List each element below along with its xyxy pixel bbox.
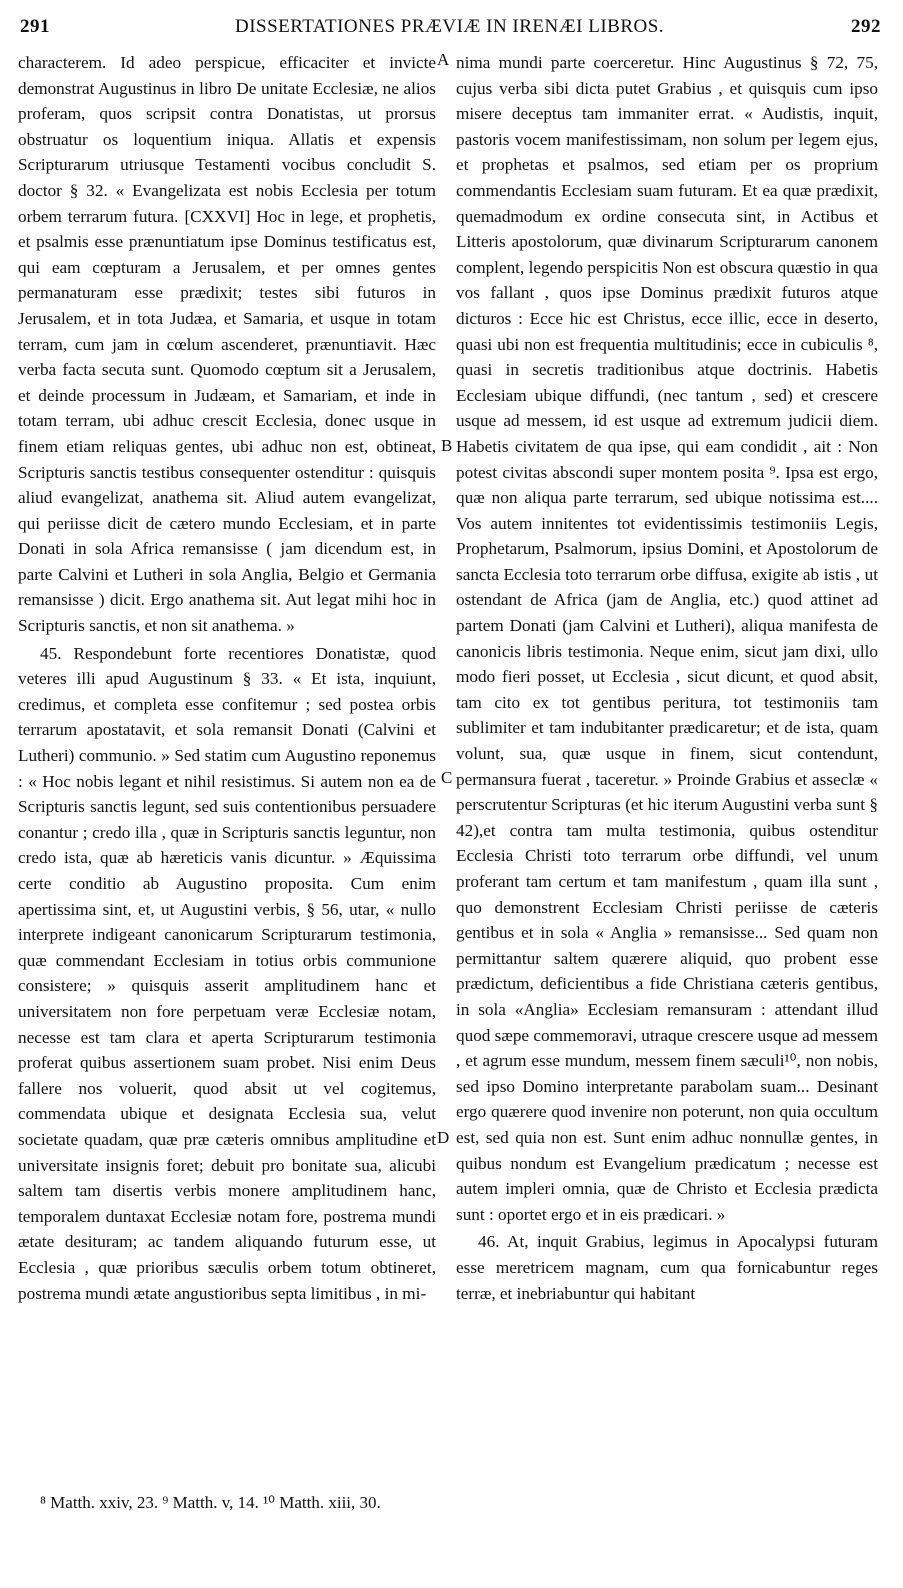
running-title: DISSERTATIONES PRÆVIÆ IN IRENÆI LIBROS.: [234, 16, 665, 37]
margin-marker-b: B: [441, 436, 453, 455]
running-header: [14, 16, 885, 46]
page-number-right: 292: [851, 16, 881, 37]
paragraph: nima mundi parte coerceretur. Hinc Augustinus § 72, 75, cujus verba sibi dicta putet Grabius , et quisquis cum ipso misere deceptus tam immaniter errat. « Audistis, inquit, pastoris vocem manifestissimam, non solum per legem ejus, et prophetas et psalmos, sed etiam per os proprium commendantis Ecclesiam suam futuram. Et ea quæ prædixit, quemadmodum ex ordine consecuta sint, in Actibus et Litteris apostolorum, quæ divinarum Scripturarum canonem complent, legendo perspicitis Non est obscura quæstio in qua vos fallant , quos ipse Dominus prædixit futuros atque dicturos : Ecce hic est Christus, ecce illic, ecce in deserto, quasi ubi non est frequentia multitudinis; ecce in cubiculis ⁸, quasi in secretis traditionibus atque doctrinis. Habetis Ecclesiam ubique diffundi, (nec tantum , sed) et crescere usque ad messem, id est usque ad extremum judicii diem. Habetis civitatem de qua ipse, qui eam condidit , ait : Non potest civitas abscondi super montem posita ⁹. Ipsa est ergo, quæ non aliqua parte terrarum, sed ubique notissima est.... Vos autem innitentes tot evidentissimis testimoniis Legis, Prophetarum, Psalmorum, ipsius Domini, et Apostolorum de sancta Ecclesia toto terrarum orbe diffusa, exigite ab istis , ut ostendant de Africa (jam de Anglia, etc.) quod attinet ad partem Donati (jam Calvini et Lutheri), aliqua manifesta de canonicis libris testimonia. Neque enim, sicut jam dixi, ullo modo fieri posset, ut Ecclesia , sicut dicunt, et quod absit, tam cito ex tot gentibus peritura, tot testimoniis tam sublimiter et tam indubitanter prædicaretur; et de ista, quam volunt, sua, quæ usque in finem, sicut contendunt, permansura fuerat , taceretur. » Proinde Grabius et asseclæ « perscrutentur Scripturas (et hic iterum Augustini verba sunt § 42),et contra tam multa testimonia, quibus ostenditur Ecclesia Christi toto terrarum orbe diffundi, vel unum proferant tam certum et tam manifestum , quam illa sunt , quo demonstrent Ecclesiam Christi periisse de cæteris gentibus et in sola « Anglia » remansisse... Sed quam non permittantur saltem quærere aliquid, quo probent esse prædictum, deficientibus a fide Christiana cæteris gentibus, in sola «Anglia» Ecclesiam remansuram : attendant illud quod sæpe commemoravi, utraque crescere usque ad messem , et agrum esse mundum, messem finem sæculi¹⁰, non nobis, sed ipso Domino interpretante parabolam suam... Desinant ergo quærere quod invenire non poterunt, non quia occultum est, sed quia non est. Sunt enim adhuc nonnullæ gentes, in quibus nondum est Evangelium prædicatum ; necesse est autem impleri omnia, quæ de Christo et Ecclesia prædicta sunt : oportet ergo et in eis prædicari. »: [456, 53, 878, 1224]
paragraph: characterem. Id adeo perspicue, efficaciter et invicte demonstrat Augustinus in libro De unitate Ecclesiæ, ne alios proferam, quos scripsit contra Donatistas, ut prorsus obstruatur os loquentium iniqua. Allatis et expensis Scripturarum utriusque Testamenti vocibus concludit S. doctor § 32. « Evangelizata est nobis Ecclesia per totum orbem terrarum futura. [CXXVI] Hoc in lege, et prophetis, et psalmis esse prænuntiatum ipse Dominus testificatus est, qui eam cœpturam a Jerusalem, et per omnes gentes permanaturam esse prædixit; testes sibi futuros in Jerusalem, et in tota Judæa, et Samaria, et usque in totam terram, cum jam in cœlum ascenderet, prænuntiavit. Hæc verba facta secuta sunt. Quomodo cœptum sit a Jerusalem, et deinde processum in Judæam, et Samariam, et inde in totam terram, ubi adhuc crescit Ecclesia, donec usque in finem etiam reliquas gentes, ubi adhuc non est, obtineat, Scripturis sanctis testibus consequenter ostenditur : quisquis aliud evangelizat, anathema sit. Aliud autem evangelizat, qui periisse dicit de cætero mundo Ecclesiam, et in parte Donati in sola Africa remansisse ( jam dicendum est, in parte Calvini et Lutheri in sola Anglia, Belgio et Germania remansisse ) dicit. Ergo anathema sit. Aut legat mihi hoc in Scripturis sanctis, et non sit anathema. »: [18, 53, 436, 636]
margin-marker-c: C: [441, 768, 453, 787]
paragraph: 46. At, inquit Grabius, legimus in Apocalypsi futuram esse meretricem magnam, cum qua fornicabuntur reges terræ, et inebriabuntur qui habitant: [456, 1232, 878, 1303]
margin-marker-d: D: [437, 1128, 450, 1147]
margin-marker-a: A: [437, 50, 450, 69]
paragraph: 45. Respondebunt forte recentiores Donatistæ, quod veteres illi apud Augustinum § 33. « Et ista, inquiunt, credimus, et completa esse confitemur ; sed postea orbis terrarum apostatavit, et sola remansit Donati (Calvini et Lutheri) communio. » Sed statim cum Augustino reponemus : « Hoc nobis legant et nihil resistimus. Si autem non ea de Scripturis sanctis legunt, sed suis contentionibus persuadere conantur ; credo illa , quæ in Scripturis sanctis leguntur, non credo ista, quæ ab hæreticis vanis dicuntur. » Æquissima certe conditio ab Augustino proposita. Cum enim apertissima sint, et, ut Augustini verbis, § 56, utar, « nullo interprete indigeant canonicarum Scripturarum testimonia, quæ commendant Ecclesiam in totius orbis communione consistere; » quisquis asserit amplitudinem hanc et universitatem non fore perpetuam veræ Ecclesiæ notam, necesse est tam clara et aperta Scripturarum testimonia proferat quibus assertionem suam probet. Nisi enim Deus fallere nos voluerit, quod absit ut vel cogitemus, commendata ubique et designata Ecclesia sua, velut societate quadam, quæ præ cæteris omnibus amplitudine et universitate insignis foret; debuit pro bonitate sua, alicubi saltem tam disertis verbis monere amplitudinem hanc, temporalem duntaxat Ecclesiæ notam fore, postrema mundi ætate desituram; ac tandem aliquando futurum esse, ut Ecclesia , quæ prioribus sæculis orbem totum obtineret, postrema mundi ætate angustioribus septa limitibus , in mi-: [18, 643, 436, 1303]
page-number-left: 291: [20, 16, 50, 37]
left-column: [18, 50, 436, 1306]
footnotes: ⁸ Matth. xxiv, 23. ⁹ Matth. v, 14. ¹⁰ Matth. xiii, 30.: [40, 1493, 381, 1512]
right-column: [456, 50, 878, 1306]
